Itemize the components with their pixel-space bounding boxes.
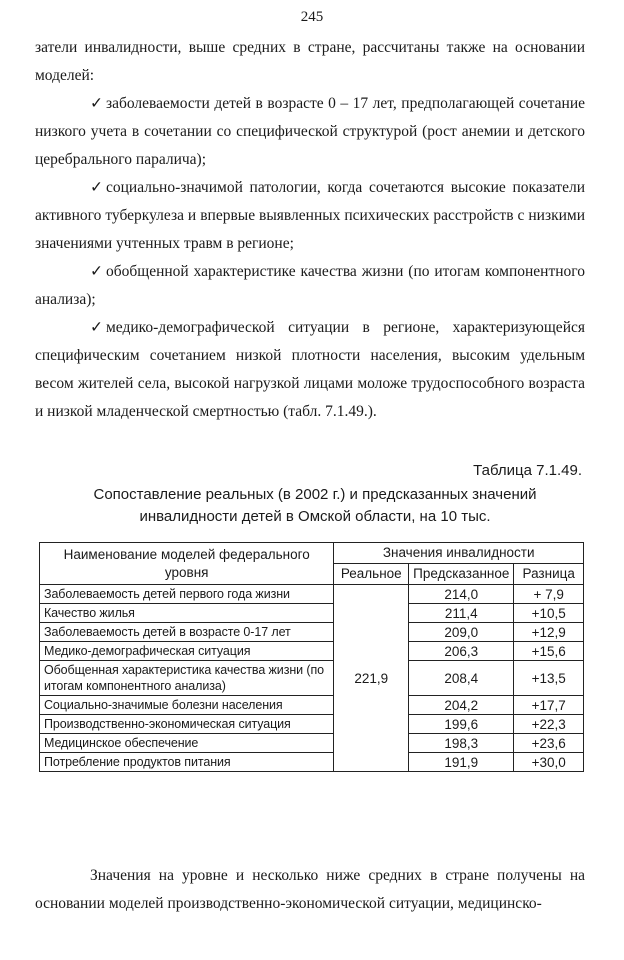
table-row (40, 734, 584, 753)
row-diff: +22,3 (514, 715, 584, 734)
row-diff: +10,5 (514, 604, 584, 623)
row-name: Медико-демографическая ситуация (40, 642, 334, 661)
footer-paragraph: Значения на уровне и несколько ниже средних в стране получены на основании моделей производственно-экономической ситуации, медицинско- (35, 867, 585, 912)
row-diff: +15,6 (514, 642, 584, 661)
header-models: Наименование моделей федерального уровня (40, 543, 334, 585)
row-diff: +17,7 (514, 696, 584, 715)
check-mark-icon: ✓ (90, 95, 103, 112)
row-diff: +13,5 (514, 661, 584, 696)
row-predicted: 209,0 (409, 623, 514, 642)
row-name: Качество жилья (40, 604, 334, 623)
row-predicted: 198,3 (409, 734, 514, 753)
row-name: Заболеваемость детей первого года жизни (40, 585, 334, 604)
row-predicted: 214,0 (409, 585, 514, 604)
row-predicted: 208,4 (409, 661, 514, 696)
row-name: Медицинское обеспечение (40, 734, 334, 753)
header-real: Реальное (334, 564, 409, 585)
row-predicted: 206,3 (409, 642, 514, 661)
row-name: Производственно-экономическая ситуация (40, 715, 334, 734)
table-row (40, 696, 584, 715)
footer-text (35, 862, 585, 918)
table-title: Сопоставление реальных (в 2002 г.) и предсказанных значений инвалидности детей в Омской области, на 10 тыс. (93, 486, 537, 525)
row-name: Социально-значимые болезни населения (40, 696, 334, 715)
bullet-item: ✓ медико-демографической ситуации в регионе, характеризующейся специфическим сочетанием низкой плотности населения, высоким удельным весом жителей села, высокой нагрузкой лицами моложе трудоспособного возраста и низкой младенческой смертностью (табл. 7.1.49.). (35, 314, 585, 426)
intro-paragraph: затели инвалидности, выше средних в стране, рассчитаны также на основании моделей: (35, 39, 585, 84)
header-values: Значения инвалидности (334, 543, 584, 564)
table-row (40, 604, 584, 623)
row-diff: +12,9 (514, 623, 584, 642)
row-name: Потребление продуктов питания (40, 753, 334, 772)
bullet-item: ✓ обобщенной характеристике качества жизни (по итогам компонентного анализа); (35, 258, 585, 314)
data-table (39, 542, 584, 772)
row-name: Заболеваемость детей в возрасте 0-17 лет (40, 623, 334, 642)
page-number: 245 (300, 9, 324, 25)
row-predicted: 211,4 (409, 604, 514, 623)
table-row (40, 623, 584, 642)
row-predicted: 199,6 (409, 715, 514, 734)
header-diff: Разница (514, 564, 584, 585)
row-diff: +30,0 (514, 753, 584, 772)
header-predicted: Предсказанное (409, 564, 514, 585)
row-name: Обобщенная характеристика качества жизни (по итогам компонентного анализа) (40, 661, 334, 696)
row-diff: +23,6 (514, 734, 584, 753)
table-row (40, 661, 584, 696)
row-predicted: 204,2 (409, 696, 514, 715)
row-diff: + 7,9 (514, 585, 584, 604)
bullet-item: ✓ заболеваемости детей в возрасте 0 – 17 лет, предполагающей сочетание низкого учета в сочетании со специфической структурой (рост анемии и детского церебрального паралича); (35, 90, 585, 174)
table-row (40, 585, 584, 604)
table-label: Таблица 7.1.49. (473, 462, 582, 479)
row-predicted: 191,9 (409, 753, 514, 772)
real-value: 221,9 (334, 585, 409, 772)
bullet-item: ✓ социально-значимой патологии, когда сочетаются высокие показатели активного туберкулеза и впервые выявленных психических расстройств с низкими значениями учтенных травм в регионе; (35, 174, 585, 258)
table-row (40, 753, 584, 772)
table-row (40, 642, 584, 661)
check-mark-icon: ✓ (90, 263, 103, 280)
check-mark-icon: ✓ (90, 319, 103, 336)
check-mark-icon: ✓ (90, 179, 103, 196)
body-text (35, 34, 585, 426)
table-row (40, 715, 584, 734)
